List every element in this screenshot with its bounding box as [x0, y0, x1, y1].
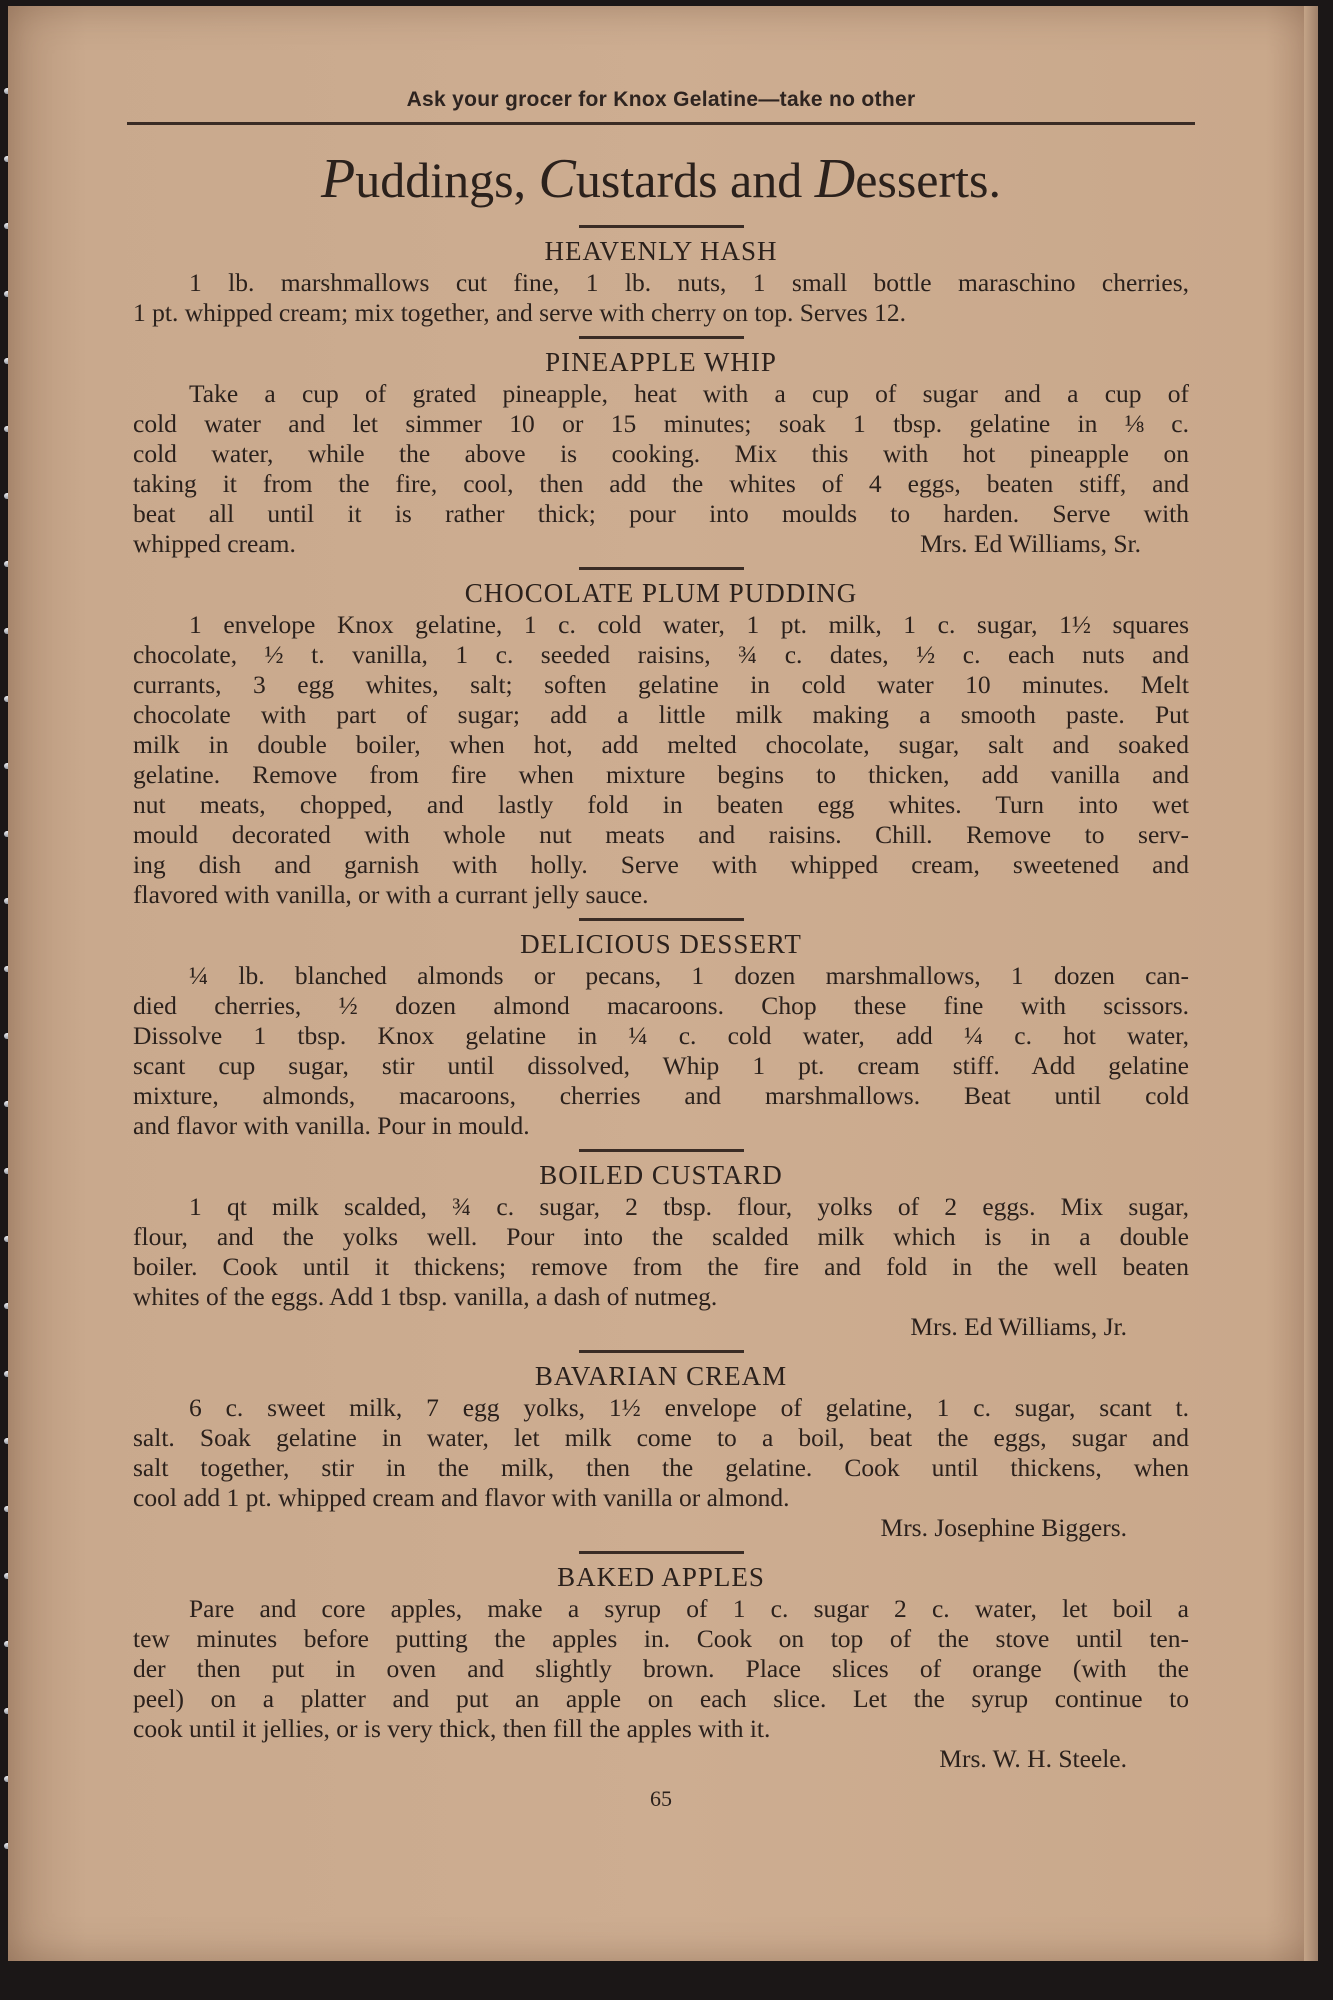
recipe-text-line: milk in double boiler, when hot, add melted chocolate, sugar, salt and soaked: [133, 730, 1189, 759]
recipe-divider: [579, 567, 744, 570]
title-initial: C: [538, 148, 576, 210]
recipe-text-line: mould decorated with whole nut meats and raisins. Chill. Remove to serv-: [133, 820, 1189, 849]
recipe-signature: Mrs. Ed Williams, Sr.: [920, 529, 1141, 558]
recipe-text-line: died cherries, ½ dozen almond macaroons. Chop these fine with scissors.: [133, 991, 1189, 1020]
page-content: [133, 88, 1189, 1812]
recipe-divider: [579, 1551, 744, 1554]
recipe-text-line: Pare and core apples, make a syrup of 1 c. sugar 2 c. water, let boil a: [189, 1594, 1189, 1623]
recipe-text-line: flavored with vanilla, or with a currant jelly sauce.: [133, 880, 649, 909]
recipe-text-line: scant cup sugar, stir until dissolved, Whip 1 pt. cream stiff. Add gelatine: [133, 1051, 1189, 1080]
recipe-text-line: nut meats, chopped, and lastly fold in beaten egg whites. Turn into wet: [133, 790, 1189, 819]
recipe-title: BAVARIAN CREAM: [534, 1361, 788, 1391]
recipe: [133, 336, 1189, 559]
title-initial: D: [814, 148, 856, 210]
recipe-divider: [579, 336, 744, 339]
recipe: [133, 1149, 1189, 1342]
recipe-text-line: whites of the eggs. Add 1 tbsp. vanilla, a dash of nutmeg.: [133, 1282, 718, 1311]
recipe-divider: [579, 225, 744, 228]
recipe-text-line: peel) on a platter and put an apple on each slice. Let the syrup continue to: [133, 1684, 1189, 1713]
recipe-signature: Mrs. Ed Williams, Jr.: [910, 1312, 1127, 1341]
page-number: 65: [650, 1786, 672, 1811]
recipe-text-line: salt together, stir in the milk, then the gelatine. Cook until thickens, when: [133, 1453, 1189, 1482]
title-text: ustards and: [575, 152, 815, 208]
running-head: Ask your grocer for Knox Gelatine—take no other: [406, 88, 916, 111]
recipe-text-line: currants, 3 egg whites, salt; soften gelatine in cold water 10 minutes. Melt: [133, 670, 1189, 699]
recipe-text-line: cool add 1 pt. whipped cream and flavor with vanilla or almond.: [133, 1483, 790, 1512]
recipe-signature: Mrs. Josephine Biggers.: [880, 1513, 1127, 1542]
recipe-title: BOILED CUSTARD: [539, 1160, 783, 1190]
recipe-text-line: gelatine. Remove from fire when mixture begins to thicken, add vanilla and: [133, 760, 1189, 789]
header-rule: [127, 122, 1195, 125]
recipe-text-line: cook until it jellies, or is very thick, then fill the apples with it.: [133, 1714, 771, 1743]
recipe-title: CHOCOLATE PLUM PUDDING: [464, 578, 858, 608]
title-initial: P: [320, 148, 356, 210]
recipe-text-line: 6 c. sweet milk, 7 egg yolks, 1½ envelope of gelatine, 1 c. sugar, scant t.: [189, 1393, 1189, 1422]
recipe-text-line: chocolate, ½ t. vanilla, 1 c. seeded raisins, ¾ c. dates, ½ c. each nuts and: [133, 640, 1189, 669]
title-text: esserts.: [855, 152, 1002, 208]
recipe: [133, 1350, 1189, 1543]
recipe-title: HEAVENLY HASH: [544, 236, 778, 266]
recipe-text-line: ing dish and garnish with holly. Serve with whipped cream, sweetened and: [133, 850, 1189, 879]
page-edge: [1304, 6, 1318, 1961]
recipe-text-line: 1 lb. marshmallows cut fine, 1 lb. nuts, 1 small bottle maraschino cherries,: [189, 268, 1189, 297]
recipe-text-line: mixture, almonds, macaroons, cherries and marshmallows. Beat until cold: [133, 1081, 1189, 1110]
recipe: [133, 567, 1189, 910]
page-title: [133, 149, 1189, 217]
recipe-text: whipped cream.: [133, 529, 296, 558]
recipe-text-line: taking it from the fire, cool, then add the whites of 4 eggs, beaten stiff, and: [133, 469, 1189, 498]
recipe-text-line: flour, and the yolks well. Pour into the scalded milk which is in a double: [133, 1222, 1189, 1251]
recipe: [133, 225, 1189, 328]
recipe-title: BAKED APPLES: [557, 1562, 765, 1592]
recipe-text-line: 1 pt. whipped cream; mix together, and serve with cherry on top. Serves 12.: [133, 298, 906, 327]
recipe: [133, 1551, 1189, 1774]
recipe-title: DELICIOUS DESSERT: [520, 929, 802, 959]
recipe-text-line: cold water and let simmer 10 or 15 minutes; soak 1 tbsp. gelatine in ⅛ c.: [133, 409, 1189, 438]
recipe-title: PINEAPPLE WHIP: [545, 347, 777, 377]
recipe-text-line: der then put in oven and slightly brown. Place slices of orange (with the: [133, 1654, 1189, 1683]
recipe-divider: [579, 1149, 744, 1152]
recipe-text-line: 1 qt milk scalded, ¾ c. sugar, 2 tbsp. flour, yolks of 2 eggs. Mix sugar,: [189, 1192, 1189, 1221]
recipe-list: [133, 225, 1189, 1774]
recipe-text-line: boiler. Cook until it thickens; remove from the fire and fold in the well beaten: [133, 1252, 1189, 1281]
recipe-text-line: cold water, while the above is cooking. Mix this with hot pineapple on: [133, 439, 1189, 468]
recipe-text-line: and flavor with vanilla. Pour in mould.: [133, 1111, 530, 1140]
recipe-text-line: salt. Soak gelatine in water, let milk come to a boil, beat the eggs, sugar and: [133, 1423, 1189, 1452]
recipe-divider: [579, 918, 744, 921]
recipe: [133, 918, 1189, 1141]
recipe-text-line: [133, 529, 1189, 559]
recipe-text-line: 1 envelope Knox gelatine, 1 c. cold water, 1 pt. milk, 1 c. sugar, 1½ squares: [189, 610, 1189, 639]
recipe-text-line: tew minutes before putting the apples in. Cook on top of the stove until ten-: [133, 1624, 1189, 1653]
recipe-divider: [579, 1350, 744, 1353]
recipe-text-line: ¼ lb. blanched almonds or pecans, 1 dozen marshmallows, 1 dozen can-: [189, 961, 1189, 990]
title-text: uddings,: [355, 152, 539, 208]
recipe-signature: Mrs. W. H. Steele.: [939, 1744, 1127, 1773]
recipe-text-line: beat all until it is rather thick; pour into moulds to harden. Serve with: [133, 499, 1189, 528]
recipe-text-line: Take a cup of grated pineapple, heat with a cup of sugar and a cup of: [189, 379, 1189, 408]
recipe-text-line: Dissolve 1 tbsp. Knox gelatine in ¼ c. cold water, add ¼ c. hot water,: [133, 1021, 1189, 1050]
recipe-text-line: chocolate with part of sugar; add a little milk making a smooth paste. Put: [133, 700, 1189, 729]
